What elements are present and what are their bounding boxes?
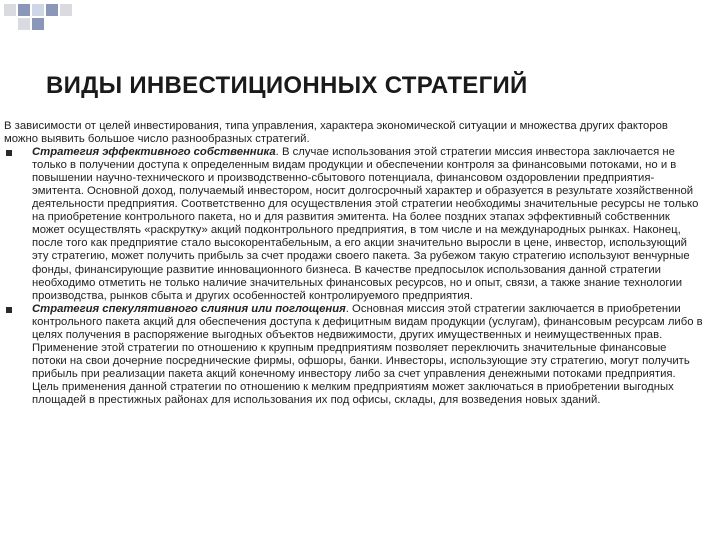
decor-square	[32, 18, 44, 30]
page-title: ВИДЫ ИНВЕСТИЦИОННЫХ СТРАТЕГИЙ	[46, 72, 528, 99]
decorative-squares	[0, 0, 100, 40]
strategy-description: . Основная миссия этой стратегии заключается в приобретении контрольного пакета акций для обеспечения доступа к дефицитным видам продукции (услугам), финансовым ресурсам либо в целях получения в распоряжение выгодных объектов недвижимости, других имущественных и неимущественных прав. Применение этой стратегии по отношению к крупным предприятиям позволяет переключить значительные финансовые потоки на свои дочерние посреднические фирмы, офшоры, банки. Инвесторы, использующие эту стратегию, могут получить прибыль при реализации пакета акций конечному инвестору либо за счет управления денежными потоками предприятия. Цель применения данной стратегии по отношению к мелким предприятиям может заключаться в приобретении выгодных площадей в престижных районах для использования их под офисы, склады, для возведения новых зданий.	[32, 302, 703, 406]
decor-square	[4, 4, 16, 16]
decor-square	[18, 4, 30, 16]
strategy-name: Стратегия спекулятивного слияния или поглощения	[32, 302, 346, 315]
intro-paragraph: В зависимости от целей инвестирования, типа управления, характера экономической ситуации и множества других факторов можно выявить большое число разнообразных стратегий.	[4, 120, 668, 146]
list-item	[4, 303, 704, 407]
body-content	[4, 120, 704, 407]
bullet-icon	[6, 150, 12, 156]
list-item	[4, 146, 704, 303]
decor-square	[60, 4, 72, 16]
decor-square	[18, 18, 30, 30]
bullet-icon	[6, 307, 12, 313]
strategy-description: . В случае использования этой стратегии миссия инвестора заключается не только в получении доступа к определенным видам продукции и обеспечении контроля за финансовыми потоками, но и в повышении научно-технического и производственно-сбытового потенциала, финансовом оздоровлении предприятия-эмитента. Основной доход, получаемый инвестором, носит долгосрочный характер и образуется в результате хозяйственной деятельности предприятия. Соответственно для осуществления этой стратегии необходимы значительные ресурсы не только на приобретение контрольного пакета, но и для развития эмитента. На более поздних этапах эффективный собственник может осуществлять «раскрутку» акций подконтрольного предприятия, в том числе и на международных рынках. Наконец, после того как предприятие стало высокорентабельным, а его акции значительно выросли в цене, инвестор, использующий эту стратегию, может получить прибыль за счет продажи своего пакета. За рубежом такую стратегию используют венчурные фонды, финансирующие развитие инновационного бизнеса. В качестве предпосылок использования данной стратегии необходимо отметить не только наличие значительных финансовых ресурсов, но и опыт, связи, а также знание технологии производства, рынков сбыта и других особенностей контролируемого предприятия.	[32, 146, 699, 302]
decor-square	[32, 4, 44, 16]
strategy-name: Стратегия эффективного собственника	[32, 146, 276, 159]
decor-square	[46, 4, 58, 16]
